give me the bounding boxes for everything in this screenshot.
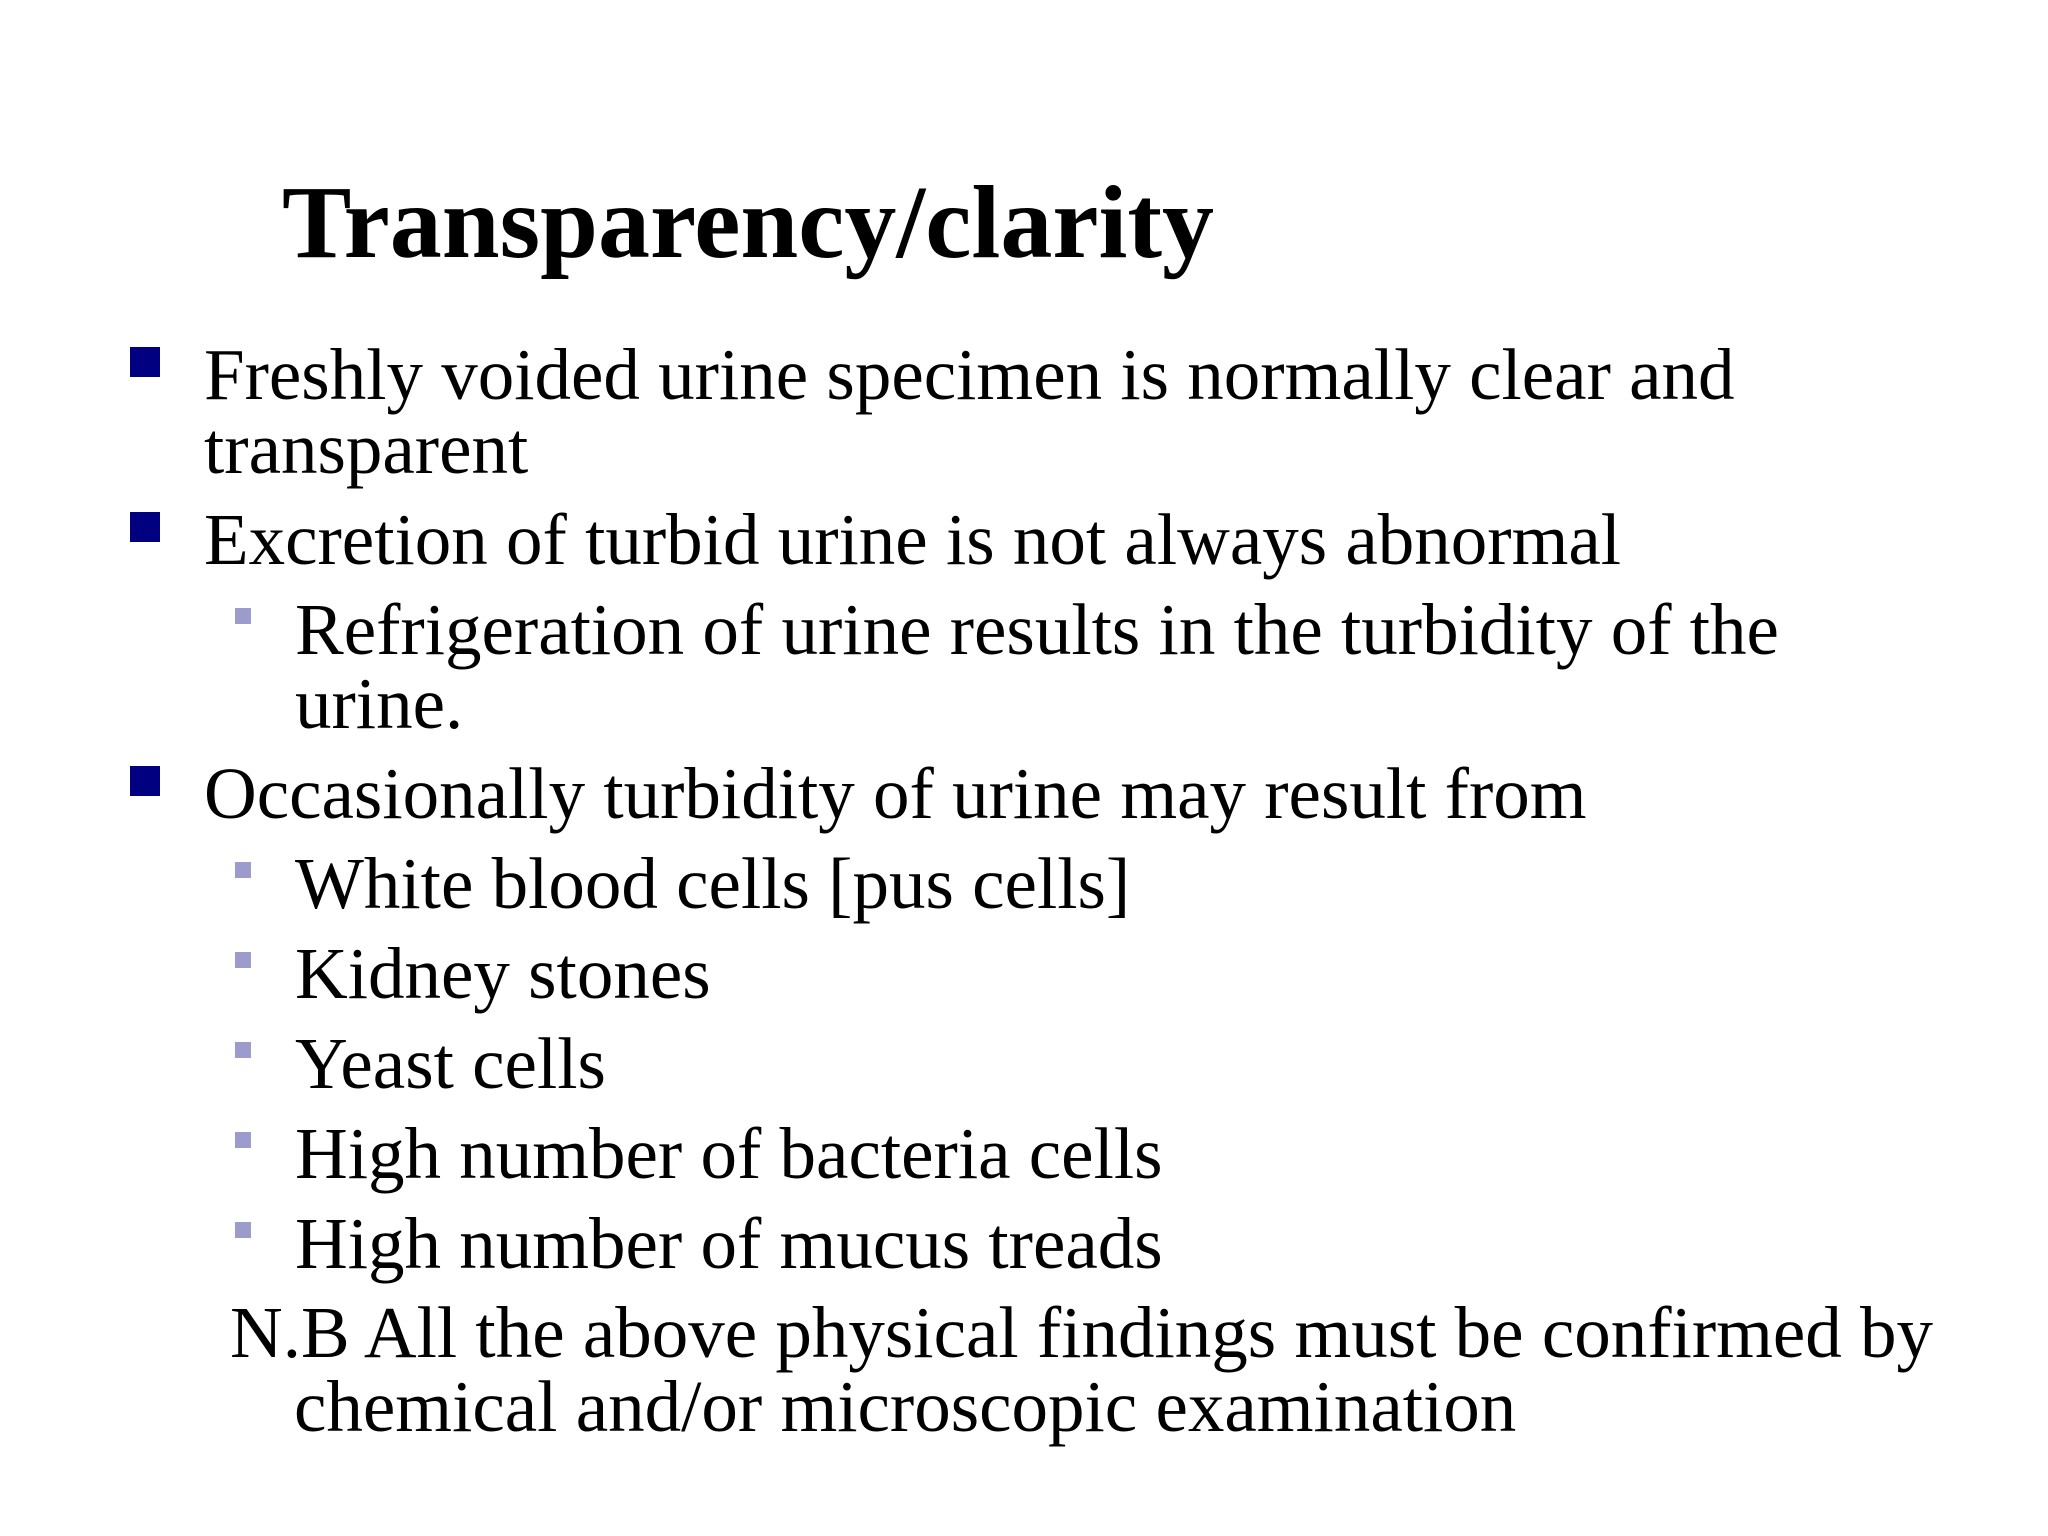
slide-title: Transparency/clarity xyxy=(282,165,1215,280)
sub-bullet-item-bacteria-cells: High number of bacteria cells xyxy=(295,1113,1163,1194)
small-square-bullet-icon xyxy=(235,862,251,878)
sub-bullet-item-white-blood-cells: White blood cells [pus cells] xyxy=(295,843,1131,924)
note-line-1: N.B All the above physical findings must be confirmed by xyxy=(230,1292,1934,1373)
note-line-2: chemical and/or microscopic examination xyxy=(294,1366,1517,1447)
note-text xyxy=(230,1292,1934,1447)
square-bullet-icon xyxy=(130,347,160,377)
sub-bullet-item-kidney-stones: Kidney stones xyxy=(295,933,711,1014)
sub-bullet-item-refrigeration-line-2: urine. xyxy=(295,663,464,744)
bullet-item-2: Excretion of turbid urine is not always abnormal xyxy=(204,499,1622,580)
bullet-item-1 xyxy=(204,334,1735,489)
small-square-bullet-icon xyxy=(235,608,251,624)
sub-bullet-item-refrigeration xyxy=(295,589,1779,744)
square-bullet-icon xyxy=(130,512,160,542)
square-bullet-icon xyxy=(130,766,160,796)
sub-bullet-item-mucus-treads: High number of mucus treads xyxy=(295,1203,1163,1284)
sub-bullet-item-yeast-cells: Yeast cells xyxy=(295,1023,606,1104)
bullet-item-3: Occasionally turbidity of urine may result from xyxy=(204,753,1587,834)
small-square-bullet-icon xyxy=(235,1132,251,1148)
small-square-bullet-icon xyxy=(235,1042,251,1058)
bullet-item-1-line-2: transparent xyxy=(204,408,529,489)
small-square-bullet-icon xyxy=(235,1222,251,1238)
sub-bullet-item-refrigeration-line-1: Refrigeration of urine results in the turbidity of the xyxy=(295,589,1779,670)
bullet-item-1-line-1: Freshly voided urine specimen is normally clear and xyxy=(204,334,1735,415)
small-square-bullet-icon xyxy=(235,952,251,968)
